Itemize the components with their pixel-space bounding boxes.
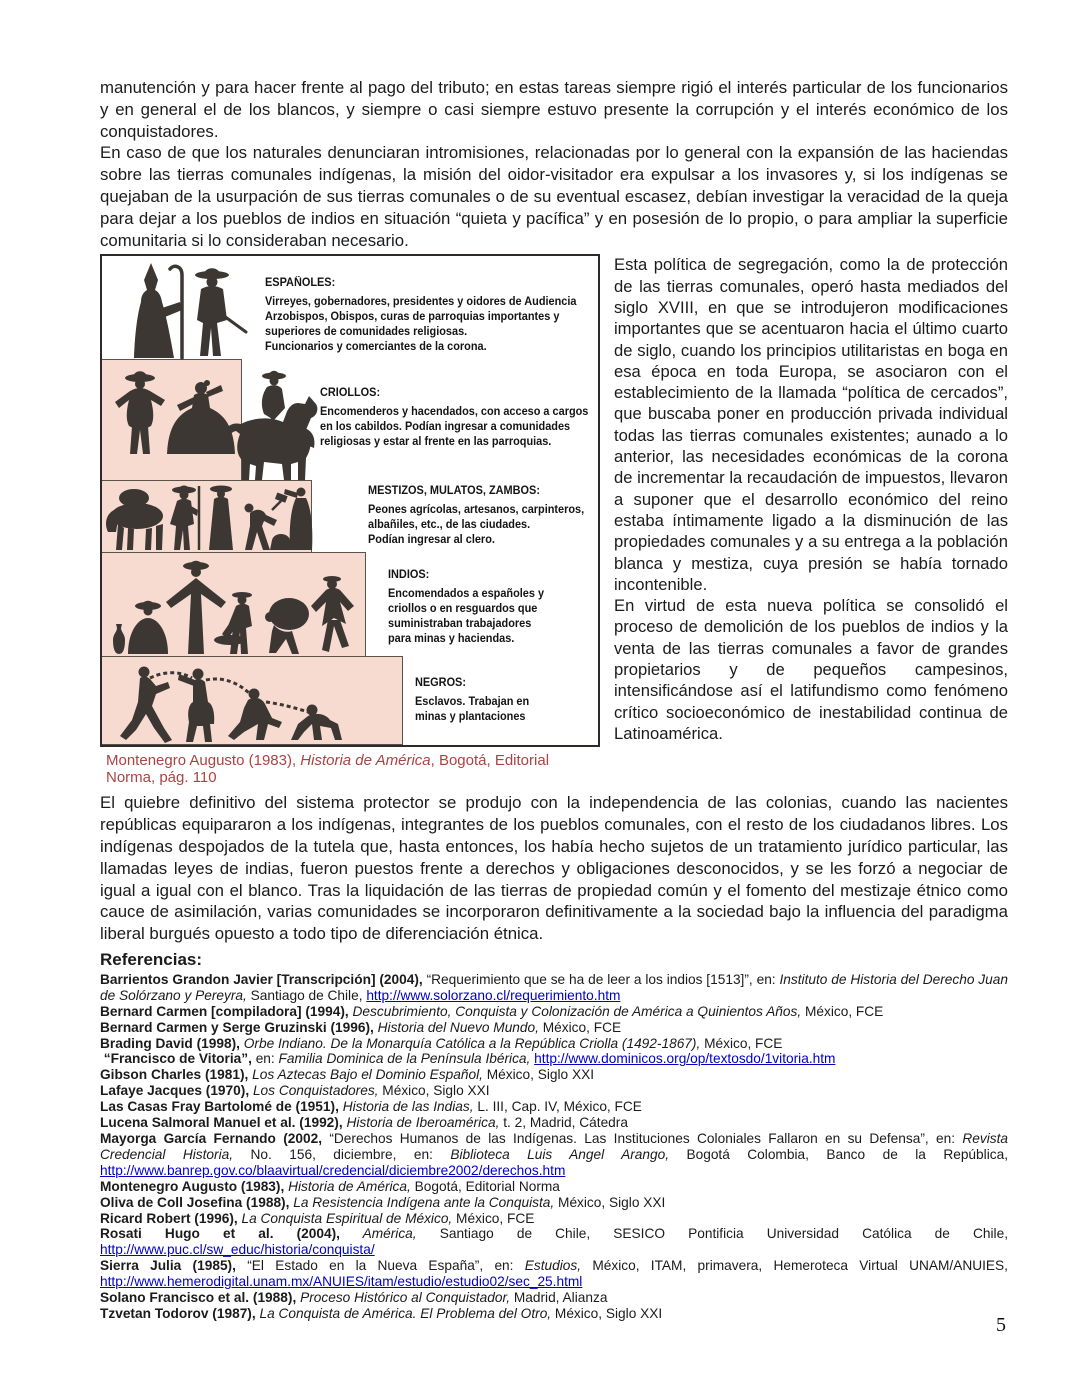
reference-title: Los Conquistadores, (249, 1083, 379, 1099)
reference-item (100, 1131, 1008, 1179)
reference-title: Proceso Histórico al Conquistador, (296, 1290, 511, 1306)
reference-author: Bernard Carmen [compiladora] (1994), (100, 1003, 349, 1019)
reference-title: Familia Dominica de la Península Ibérica, (278, 1051, 531, 1067)
reference-author: “Francisco de Vitoria”, (100, 1051, 252, 1067)
reference-author: Brading David (1998), (100, 1035, 240, 1051)
page-number: 5 (996, 1314, 1006, 1336)
reference-title: Revista Credencial Historia, (100, 1131, 1008, 1162)
reference-item (100, 1179, 1008, 1195)
mestizos-label: MESTIZOS, MULATOS, ZAMBOS: Peones agrícolas, artesanos, carpinteros, albañiles, etc., de las ciudades. Podían ingresar al clero. (368, 485, 585, 546)
reference-title: La Conquista Espiritual de México, (237, 1210, 453, 1226)
reference-text: México, FCE (538, 1019, 622, 1035)
criollos-silhouettes-icon (104, 364, 319, 484)
reference-author: Lucena Salmoral Manuel et al. (1992), (100, 1115, 343, 1131)
reference-text: Santiago de Chile, (246, 987, 367, 1003)
espanoles-title: ESPAÑOLES: (265, 277, 336, 290)
right-paragraph-2: En virtud de esta nueva política se consolidó el proceso de demolición de los pueblos de indios y la venta de las tierras comunales a favor de grandes propietarios y de pequeños campesinos, intensificándose así el latifundismo como fenómeno crítico socioeconómico de inestabilidad continua de Latinoamérica. (614, 596, 1008, 743)
reference-author: Mayorga García Fernando (2002, (100, 1131, 323, 1147)
reference-text: México, Siglo XXI (551, 1305, 663, 1321)
reference-author: Tzvetan Todorov (1987), (100, 1305, 256, 1321)
reference-title: Los Aztecas Bajo el Dominio Español, (248, 1067, 483, 1083)
indios-title: INDIOS: (388, 569, 430, 582)
reference-text: México, Siglo XXI (378, 1083, 490, 1099)
reference-title: Orbe Indiano. De la Monarquía Católica a la República Criolla (1492-1867), (239, 1035, 701, 1051)
reference-author: Las Casas Fray Bartolomé de (1951), (100, 1099, 339, 1115)
reference-link[interactable]: http://www.dominicos.org/op/textosdo/1vitoria.htm (534, 1051, 836, 1067)
reference-item (100, 972, 1008, 1004)
reference-title: Historia de Iberoamérica, (342, 1115, 500, 1131)
reference-text: Santiago de Chile, SESICO Pontificia Universidad Católica de Chile, (416, 1226, 1008, 1242)
indios-silhouettes-icon (104, 554, 359, 657)
reference-text: “El Estado en la Nueva España”, en: (235, 1258, 525, 1274)
reference-item (100, 1099, 1008, 1115)
intro-paragraph-2: En caso de que los naturales denunciaran intromisiones, relacionadas por lo general con la expansión de las haciendas sobre las tierras comunales indígenas, la misión del oidor-visitador era expulsar a los invasores y, si los indígenas se quejaban de la usurpación de sus tierras comunales o de su eventual escasez, debían investigar la veracidad de la queja para dejar a los pueblos de indios en situación “quieta y pacífica” y en posesión de lo propio, o para ampliar la superficie comunitaria si lo consideraban necesario. (100, 143, 1008, 250)
reference-item (100, 1258, 1008, 1290)
right-paragraph-1: Esta política de segregación, como la de protección de las tierras comunales, operó hasta mediados del siglo XVIII, en que se introdujeron modificaciones importantes que se acentuaron hacia el último cuarto de siglo, cuando los principios utilitaristas en boga en esa época en toda Europa, se asociaron con el establecimiento de la llamada “política de cercados”, que buscaba poner en producción privada individual todas las tierras comunales existentes; aunado a lo anterior, las necesidades económicas de la corona de incrementar la recaudación de impuestos, llevaron a suponer que el desarrollo económico del reino estaba íntimamente ligado a la disminución de las propiedades comunales y a su entrega a la población blanca y mestiza, cuya presión se había tornado incontenible. (614, 255, 1008, 594)
reference-title: Historia de América, (284, 1178, 411, 1194)
reference-text: México, ITAM, primavera, Hemeroteca Virtual UNAM/ANUIES, (581, 1258, 1008, 1274)
reference-text: México, FCE (801, 1003, 884, 1019)
reference-text: México, Siglo XXI (554, 1194, 666, 1210)
reference-author: Rosati Hugo et al. (2004), (100, 1226, 340, 1242)
negros-label: NEGROS: Esclavos. Trabajan en minas y plantaciones (415, 677, 530, 723)
reference-title: Historia de las Indias, (338, 1099, 474, 1115)
reference-text: Bogotá Colombia, Banco de la República, (669, 1146, 1008, 1162)
reference-link[interactable]: http://www.puc.cl/sw_educ/historia/conquista/ (100, 1242, 375, 1258)
reference-text: Bogotá, Editorial Norma (410, 1178, 560, 1194)
reference-author: Sierra Julia (1985), (100, 1258, 236, 1274)
reference-text: t. 2, Madrid, Cátedra (499, 1115, 628, 1131)
reference-title: América, (339, 1226, 417, 1242)
references-list (100, 972, 1008, 1322)
reference-author: Solano Francisco et al. (1988), (100, 1290, 297, 1306)
criollos-title: CRIOLLOS: (320, 387, 381, 400)
reference-author: Gibson Charles (1981), (100, 1067, 249, 1083)
reference-item (100, 1051, 1008, 1067)
mestizos-silhouettes-icon (104, 482, 314, 554)
espanoles-label: ESPAÑOLES: Virreyes, gobernadores, presidentes y oidores de Audiencia Arzobispos, Obispos, curas de parroquias importantes y superiores de comunidades religiosas. Funcionarios y comerciantes de la corona. (265, 277, 577, 354)
reference-text: L. III, Cap. IV, México, FCE (473, 1099, 642, 1115)
body-paragraph: El quiebre definitivo del sistema protector se produjo con la independencia de las colonias, cuando las nacientes repúblicas equipararon a los indígenas, integrantes de los pueblos comunales, con el resto de los ciudadanos libres. Los indígenas despojados de la tutela que, hasta entonces, los había hecho sujetos de un tratamiento jurídico particular, las llamadas leyes de indias, fueron puestos frente a derechos y obligaciones desconocidos, y se les forzó a negociar de igual a igual con el blanco. Tras la liquidación de las tierras de propiedad común y el fomento del mestizaje étnico como cauce de asimilación, varias comunidades se incorporaron definitivamente a la sociedad bajo la influencia del paradigma liberal burgués opuesto a todo tipo de diferenciación étnica. (100, 793, 1008, 944)
reference-title: Historia del Nuevo Mundo, (373, 1019, 539, 1035)
caste-hierarchy-figure (100, 254, 600, 747)
figure-and-text-row (100, 254, 1008, 786)
reference-title: Descubrimiento, Conquista y Colonización de América a Quinientos Años, (348, 1003, 802, 1019)
reference-link[interactable]: http://www.solorzano.cl/requerimiento.htm (366, 987, 621, 1003)
mestizos-title: MESTIZOS, MULATOS, ZAMBOS: (368, 485, 540, 498)
reference-title: La Resistencia Indígena ante la Conquista, (289, 1194, 555, 1210)
reference-author: Bernard Carmen y Serge Gruzinski (1996), (100, 1019, 374, 1035)
figure-column (100, 254, 600, 786)
reference-item (100, 1036, 1008, 1052)
references-heading: Referencias: (100, 949, 203, 969)
intro-paragraph-1: manutención y para hacer frente al pago del tributo; en estas tareas siempre rigió el interés particular de los funcionarios y en general el de los blancos, y siempre o casi siempre estuvo presente la corrupción y el interés económico de los conquistadores. (100, 78, 1008, 141)
reference-text: México, FCE (700, 1035, 783, 1051)
figure-caption-book-title: Historia de América (300, 752, 431, 770)
reference-text: No. 156, diciembre, en: (233, 1146, 451, 1162)
reference-item (100, 1083, 1008, 1099)
reference-link[interactable]: http://www.hemerodigital.unam.mx/ANUIES/itam/estudio/estudio02/sec_25.html (100, 1274, 583, 1290)
reference-text: México, FCE (452, 1210, 535, 1226)
reference-text: Madrid, Alianza (510, 1290, 608, 1306)
reference-title: La Conquista de América. El Problema del Otro, (255, 1305, 552, 1321)
figure-caption: Montenegro Augusto (1983), Historia de América, Bogotá, Editorial Norma, pág. 110 (106, 752, 550, 787)
reference-author: Lafaye Jacques (1970), (100, 1083, 250, 1099)
reference-text: “Requerimiento que se ha de leer a los indios [1513]”, en: (422, 971, 780, 987)
reference-title: Biblioteca Luis Angel Arango, (450, 1146, 670, 1162)
reference-title: Estudios, (524, 1258, 582, 1274)
reference-author: Ricard Robert (1996), (100, 1210, 238, 1226)
reference-link[interactable]: http://www.banrep.gov.co/blaavirtual/credencial/diciembre2002/derechos.htm (100, 1162, 566, 1178)
reference-item (100, 1020, 1008, 1036)
reference-item (100, 1226, 1008, 1258)
reference-item (100, 1290, 1008, 1306)
negros-silhouettes-icon (116, 662, 351, 744)
right-text-column (614, 254, 1008, 744)
criollos-label: CRIOLLOS: Encomenderos y hacendados, con acceso a cargos en los cabildos. Podían ingresar a comunidades religiosas y estar al frente en las parroquias. (320, 387, 589, 448)
reference-item (100, 1115, 1008, 1131)
reference-item (100, 1306, 1008, 1322)
reference-author: Barrientos Grandon Javier [Transcripción] (2004), (100, 971, 423, 987)
reference-item (100, 1004, 1008, 1020)
reference-item (100, 1067, 1008, 1083)
reference-item (100, 1195, 1008, 1211)
indios-label: INDIOS: Encomendados a españoles y criollos o en resguardos que suministraban trabajadores para minas y haciendas. (388, 569, 545, 646)
reference-item (100, 1211, 1008, 1227)
reference-text: en: (251, 1051, 279, 1067)
reference-text: México, Siglo XXI (482, 1067, 595, 1083)
espanoles-silhouettes-icon (108, 260, 258, 360)
negros-title: NEGROS: (415, 677, 466, 690)
reference-author: Montenegro Augusto (1983), (100, 1178, 285, 1194)
reference-title: Instituto de Historia del Derecho Juan de Solórzano y Pereyra, (100, 971, 1008, 1003)
reference-text: “Derechos Humanos de las Indígenas. Las Instituciones Coloniales Fallaron en su Defensa”, en: (322, 1131, 963, 1147)
reference-author: Oliva de Coll Josefina (1988), (100, 1194, 290, 1210)
